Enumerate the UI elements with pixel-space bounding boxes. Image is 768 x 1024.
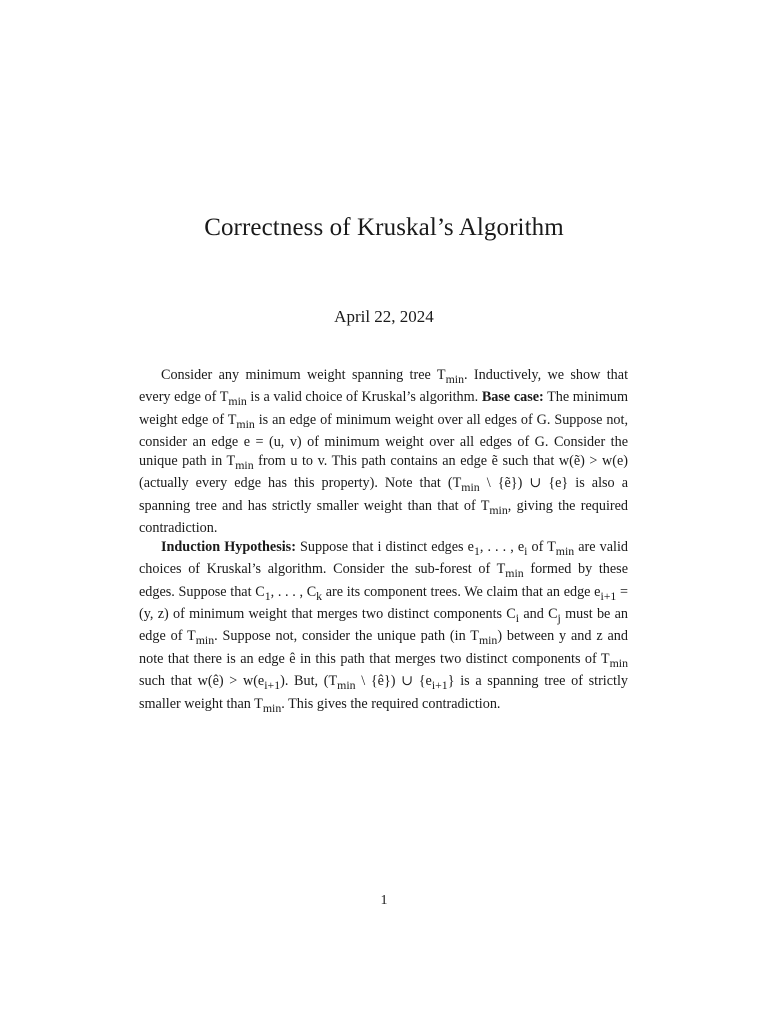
- subscript: min: [236, 416, 255, 431]
- text-run: ) between y and z and note that there is an edge ê in this path that merges two distinct components of T: [139, 628, 628, 667]
- text-run: \ {ẽ}) ∪ {e} is also a spanning tree and has strictly smaller weight than that of T: [139, 475, 628, 514]
- document-date: April 22, 2024: [334, 307, 434, 326]
- subscript: i: [515, 610, 520, 625]
- subscript: min: [609, 655, 628, 670]
- subscript: i+1: [600, 588, 617, 603]
- text-run: are its component trees. We claim that an edge e: [322, 583, 601, 600]
- text-run: from u to v. This path contains an edge ẽ such that w(ẽ) > w(e) (actually every edge has this property). Note that (T: [139, 452, 628, 492]
- subscript: min: [478, 633, 498, 648]
- text-run: The minimum weight edge of T: [139, 389, 628, 428]
- text-run: . Inductively, we show that every edge of T: [139, 367, 629, 406]
- text-run: is an edge of minimum weight over all edges of G. Suppose not, consider an edge e = (u, v) of minimum weight over all edges of G. Consider the unique path in T: [139, 411, 628, 469]
- subscript: k: [316, 588, 323, 603]
- subscript: min: [445, 371, 464, 386]
- text-run: ). But, (T: [280, 673, 338, 690]
- subscript: i+1: [264, 678, 281, 693]
- text-run: Consider any minimum weight spanning tree T: [161, 367, 446, 383]
- subscript: i: [524, 543, 528, 558]
- subscript: min: [505, 565, 524, 580]
- text-run: is a valid choice of Kruskal’s algorithm.: [246, 389, 482, 406]
- text-run: must be an edge of T: [139, 605, 629, 645]
- text-run: of T: [527, 538, 556, 555]
- text-run: . This gives the required contradiction.: [281, 695, 501, 712]
- subscript: min: [235, 457, 254, 472]
- subscript: min: [489, 502, 508, 517]
- text-run: , . . . , C: [270, 583, 317, 600]
- base-case-label: Base case:: [481, 389, 544, 406]
- subscript: min: [555, 543, 575, 558]
- text-run: } is a spanning tree of strictly smaller weight than T: [139, 673, 629, 712]
- text-run: Suppose that i distinct edges e: [295, 538, 474, 555]
- document-title: Correctness of Kruskal’s Algorithm: [204, 214, 564, 241]
- text-run: . Suppose not, consider the unique path (in T: [214, 628, 479, 645]
- text-run: , . . . , e: [479, 538, 525, 555]
- text-run: are valid choices of Kruskal’s algorithm. Consider the sub-forest of T: [139, 538, 628, 578]
- page-number: 1: [380, 893, 388, 908]
- text-run: = (y, z) of minimum weight that merges two distinct components C: [139, 583, 628, 622]
- subscript: min: [461, 480, 480, 495]
- document-body: [139, 366, 628, 717]
- subscript: min: [195, 633, 215, 648]
- text-run: formed by these edges. Suppose that C: [139, 561, 629, 600]
- paragraph-base-case: [139, 366, 628, 538]
- paragraph-induction: [139, 538, 628, 717]
- subscript: min: [337, 678, 356, 693]
- subscript: j: [557, 610, 561, 625]
- text-run: such that w(ê) > w(e: [139, 673, 265, 690]
- subscript: 1: [473, 543, 480, 558]
- subscript: min: [262, 700, 282, 715]
- text-run: , giving the required contradiction.: [139, 497, 628, 537]
- subscript: min: [228, 394, 247, 409]
- text-run: \ {ê}) ∪ {e: [355, 673, 432, 690]
- subscript: i+1: [431, 678, 448, 693]
- induction-hypothesis-label: Induction Hypothesis:: [161, 538, 296, 555]
- text-run: and C: [519, 605, 558, 622]
- subscript: 1: [264, 588, 271, 603]
